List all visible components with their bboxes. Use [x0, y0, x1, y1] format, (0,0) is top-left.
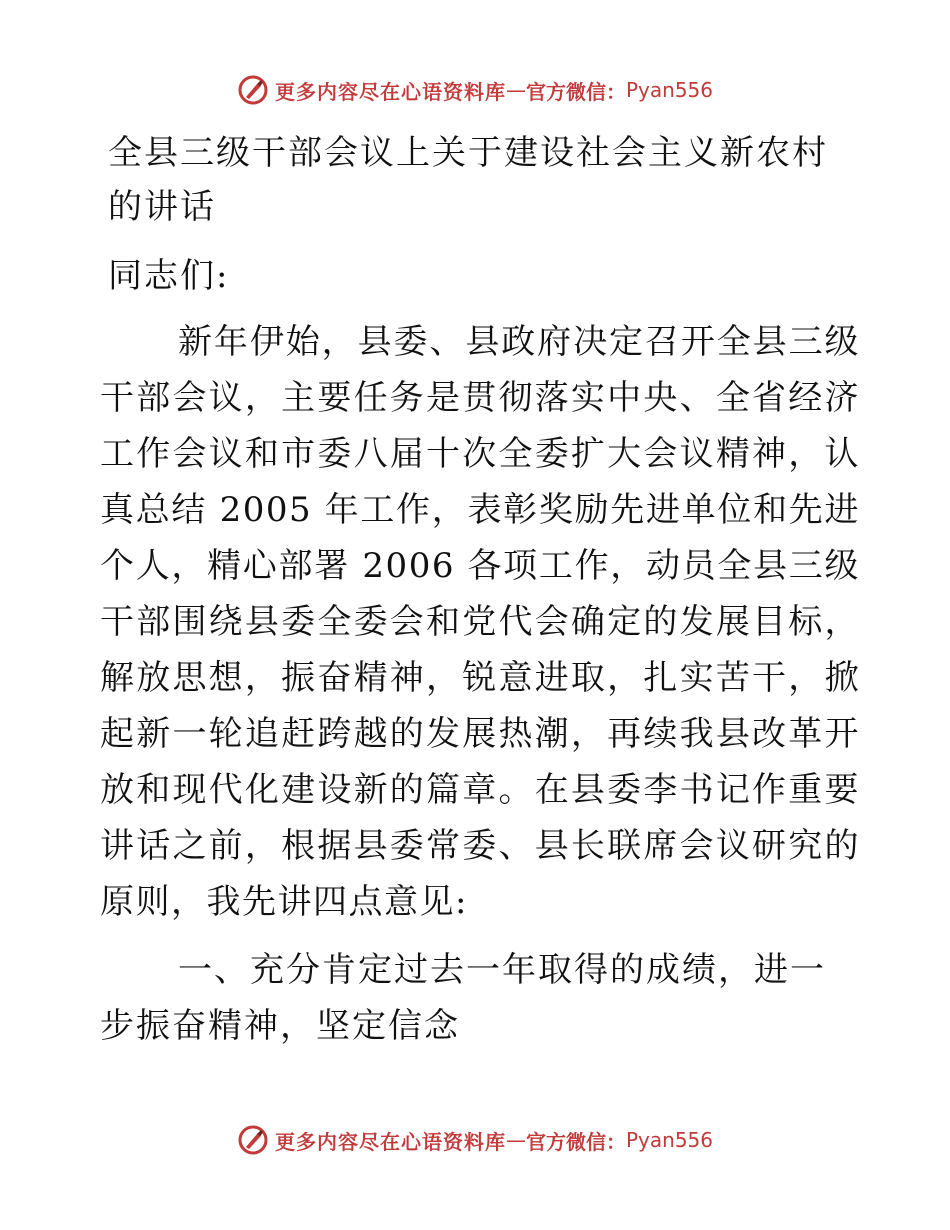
watermark-header — [0, 70, 950, 110]
watermark-wechat-label: 官方微信： — [525, 79, 626, 104]
salutation: 同志们: — [108, 256, 230, 296]
watermark-wechat-id: Pyan556 — [625, 1128, 713, 1152]
document-body — [100, 120, 860, 1054]
watermark-wechat-label: 官方微信： — [525, 1129, 626, 1154]
watermark-dash: — — [505, 78, 526, 102]
watermark-text: 更多内容尽在心语资料库 — [274, 79, 506, 104]
watermark-text: 更多内容尽在心语资料库 — [274, 1129, 506, 1154]
pen-logo-icon — [237, 1124, 269, 1156]
watermark-footer — [0, 1120, 950, 1160]
paragraph: 新年伊始，县委、县政府决定召开全县三级干部会议，主要任务是贯彻落实中央、全省经济工作会议和市委八届十次全委扩大会议精神，认真总结 2005 年工作，表彰奖励先进单位和先进个人，精心部署 2006 各项工作，动员全县三级干部围绕县委全委会和党代会确定的发展目标，解放思想，振奋精神，锐意进取，扎实苦干，掀起新一轮追赶跨越的发展热潮，再续我县改革开放和现代化建设新的篇章。在县委李书记作重要讲话之前，根据县委常委、县长联席会议研究的原则，我先讲四点意见: — [100, 322, 860, 922]
section-heading: 一、充分肯定过去一年取得的成绩，进一步振奋精神，坚定信念 — [100, 950, 826, 1046]
watermark-dash: — — [505, 1128, 526, 1152]
watermark-wechat-id: Pyan556 — [625, 78, 713, 102]
document-title: 全县三级干部会议上关于建设社会主义新农村的讲话 — [108, 133, 828, 227]
pen-logo-icon — [237, 74, 269, 106]
